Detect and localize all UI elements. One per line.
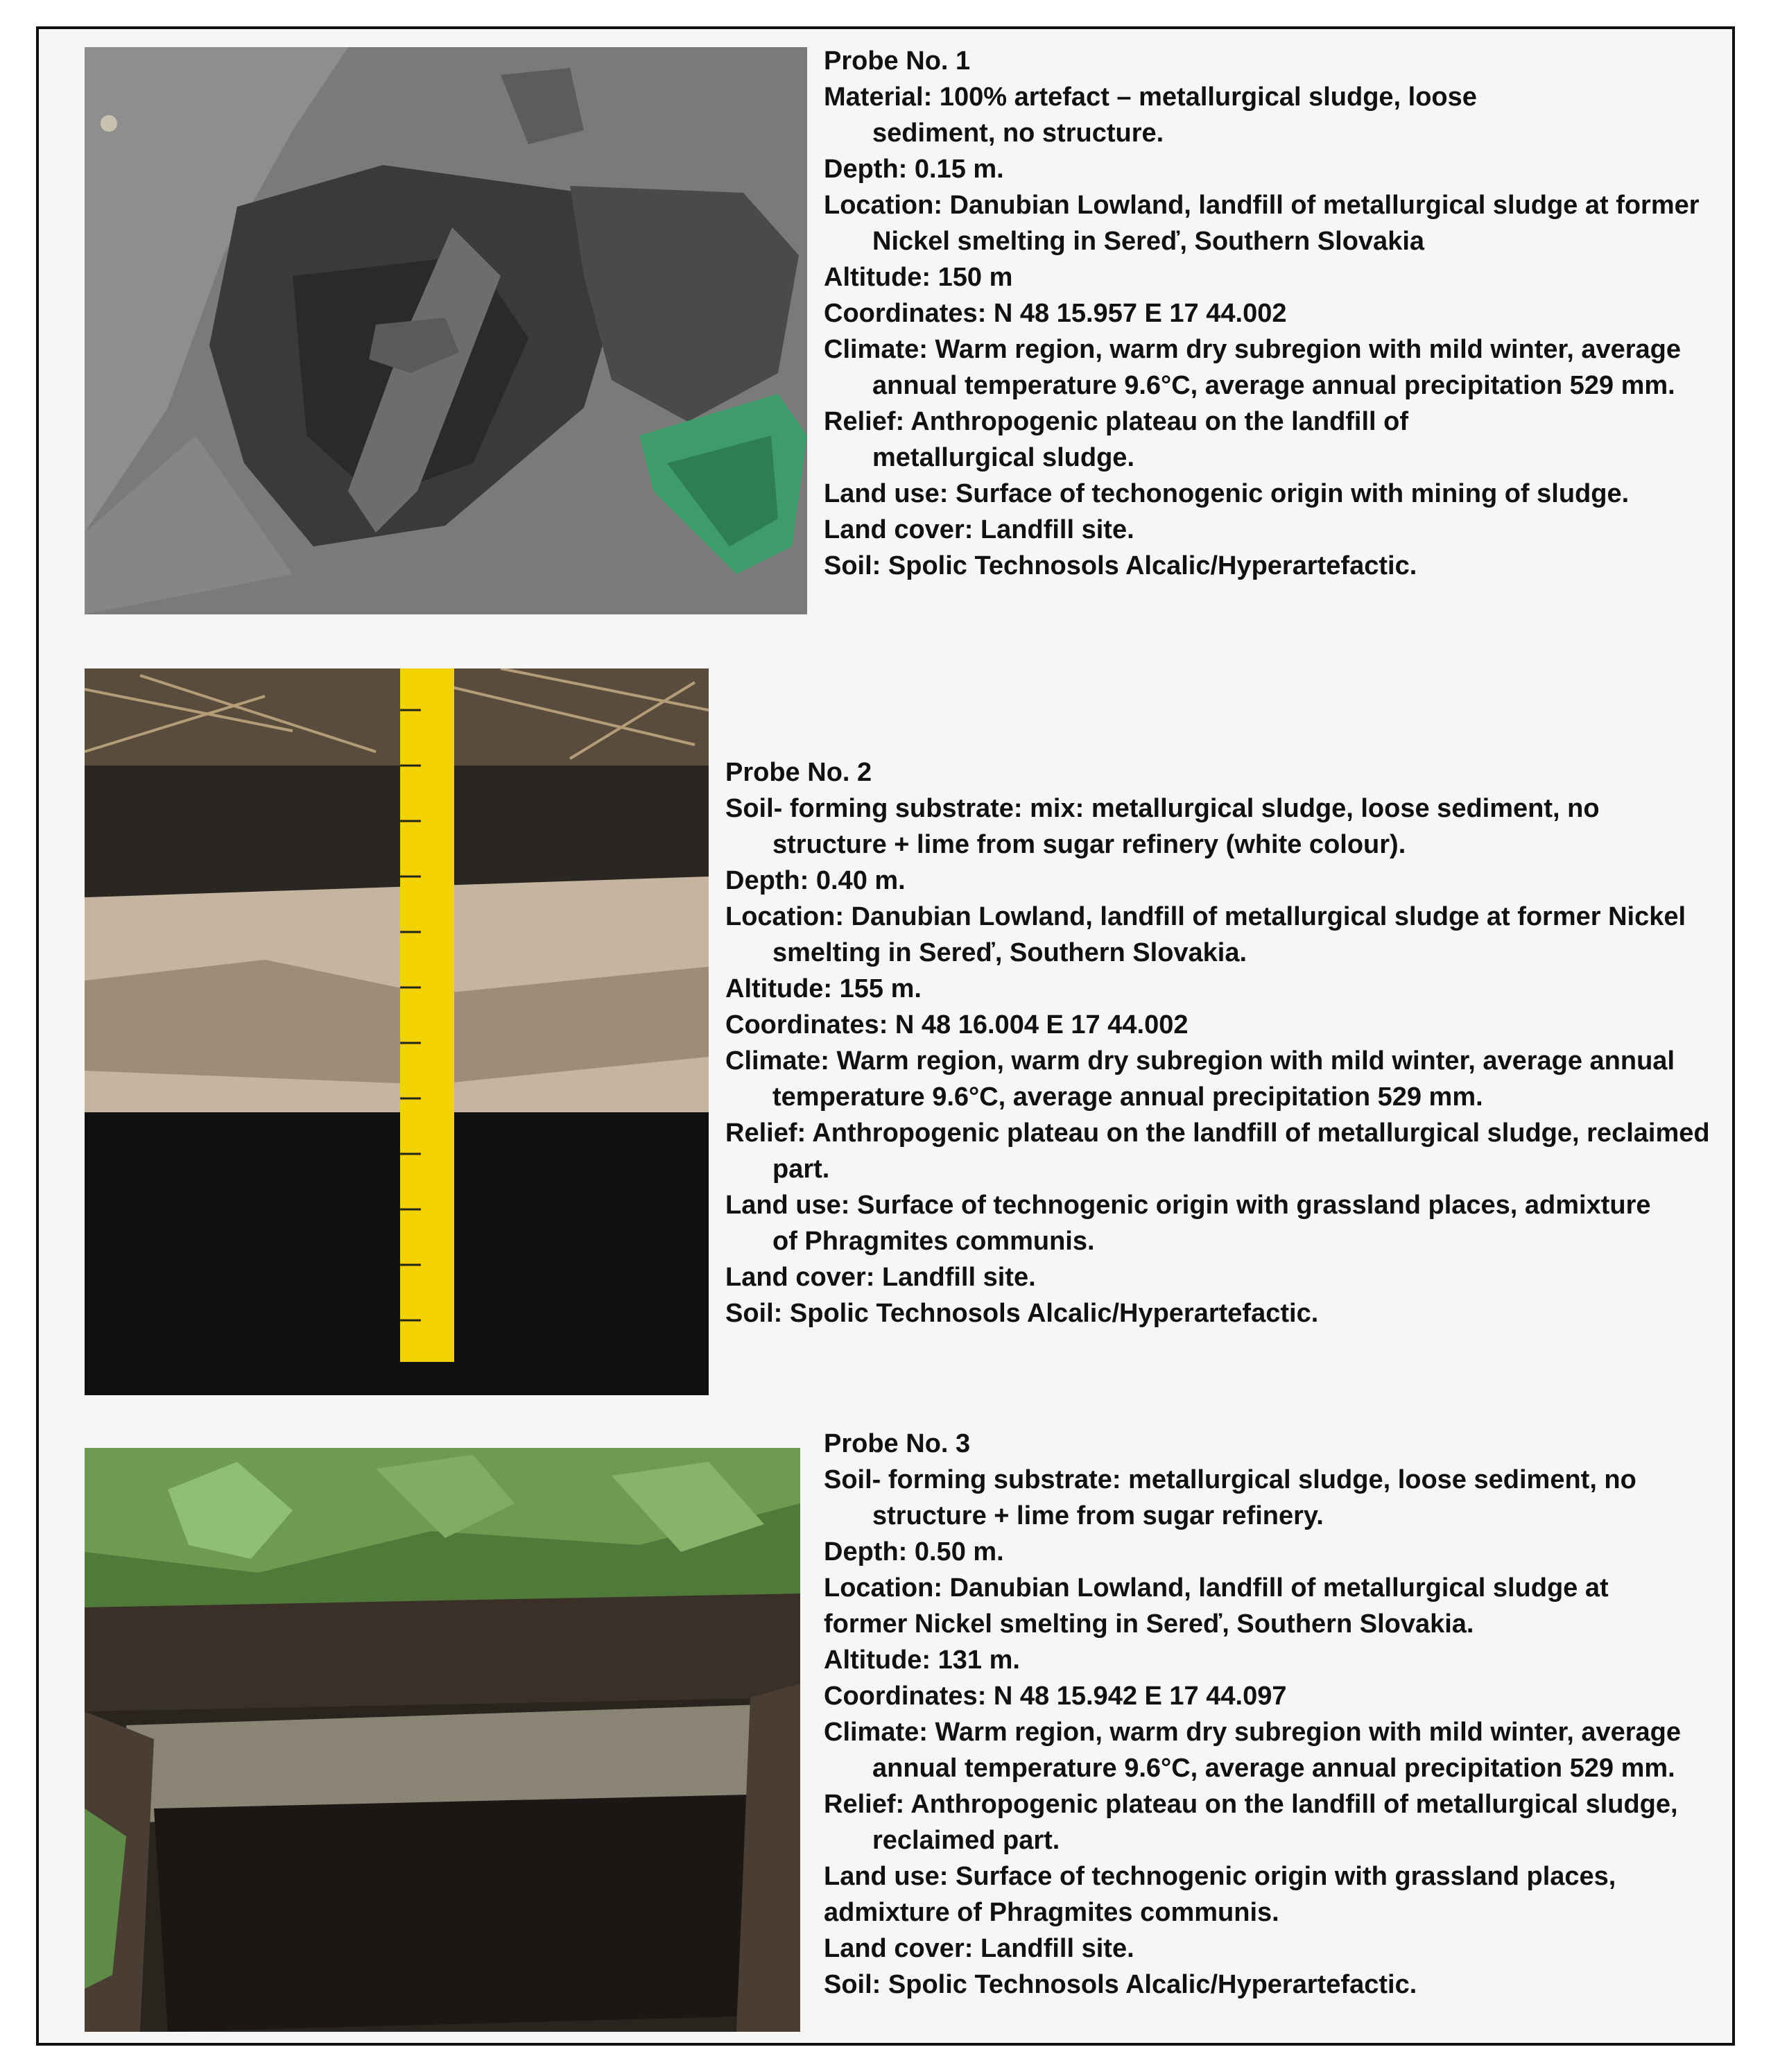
probe-3-climate: Climate: Warm region, warm dry subregion with mild winter, average annual temperature 9.6°C, average annual precipitation 529 mm. — [824, 1718, 1681, 1783]
probe-1-land-use: Land use: Surface of techonogenic origin with mining of sludge. — [824, 479, 1630, 508]
probe-1-description — [824, 43, 1718, 584]
probe-2-location: Location: Danubian Lowland, landfill of metallurgical sludge at former Nickel smelting in Sereď, Southern Slovakia. — [725, 902, 1686, 967]
probe-1-altitude: Altitude: 150 m — [824, 263, 1013, 292]
probe-1-photo — [85, 47, 807, 614]
probe-3-relief: Relief: Anthropogenic plateau on the landfill of metallurgical sludge, reclaimed part. — [824, 1790, 1678, 1855]
probe-2-climate: Climate: Warm region, warm dry subregion with mild winter, average annual temperature 9.6°C, average annual precipitation 529 mm. — [725, 1046, 1675, 1112]
probe-2-coordinates: Coordinates: N 48 16.004 E 17 44.002 — [725, 1010, 1189, 1039]
probe-2-relief: Relief: Anthropogenic plateau on the landfill of metallurgical sludge, reclaimed part. — [725, 1119, 1710, 1184]
probe-2-description — [725, 754, 1724, 1331]
probe-3-coordinates: Coordinates: N 48 15.942 E 17 44.097 — [824, 1682, 1287, 1711]
probe-3-land-cover: Land cover: Landfill site. — [824, 1934, 1134, 1963]
probe-2-depth: Depth: 0.40 m. — [725, 866, 906, 895]
figure-frame — [36, 26, 1735, 2046]
probe-3-land-use: Land use: Surface of technogenic origin with grassland places, admixture of Phragmites communis. — [824, 1862, 1616, 1927]
probe-1-location: Location: Danubian Lowland, landfill of metallurgical sludge at former Nickel smelting in Sereď, Southern Slovakia — [824, 191, 1700, 256]
probe-3-soil: Soil: Spolic Technosols Alcalic/Hyperartefactic. — [824, 1970, 1417, 1999]
probe-2-soil: Soil: Spolic Technosols Alcalic/Hyperartefactic. — [725, 1299, 1319, 1328]
probe-1-coordinates: Coordinates: N 48 15.957 E 17 44.002 — [824, 299, 1287, 328]
probe-1-material: Material: 100% artefact – metallurgical sludge, loose sediment, no structure. — [824, 83, 1477, 148]
probe-3-depth: Depth: 0.50 m. — [824, 1537, 1004, 1566]
probe-1-soil: Soil: Spolic Technosols Alcalic/Hyperartefactic. — [824, 551, 1417, 580]
probe-3-substrate: Soil- forming substrate: metallurgical sludge, loose sediment, no structure + lime from sugar refinery. — [824, 1465, 1636, 1530]
probe-3-location: Location: Danubian Lowland, landfill of metallurgical sludge at former Nickel smelting in Sereď, Southern Slovakia. — [824, 1573, 1609, 1639]
probe-1-relief: Relief: Anthropogenic plateau on the landfill of metallurgical sludge. — [824, 407, 1409, 472]
probe-1-land-cover: Land cover: Landfill site. — [824, 515, 1134, 544]
probe-3-description — [824, 1426, 1725, 2003]
probe-2-land-cover: Land cover: Landfill site. — [725, 1263, 1036, 1292]
probe-3-altitude: Altitude: 131 m. — [824, 1646, 1020, 1675]
probe-3-photo — [85, 1448, 800, 2032]
probe-1-title: Probe No. 1 — [824, 46, 971, 76]
probe-1-climate: Climate: Warm region, warm dry subregion with mild winter, average annual temperature 9.6°C, average annual precipitation 529 mm. — [824, 335, 1681, 400]
probe-2-photo — [85, 668, 709, 1395]
probe-2-substrate: Soil- forming substrate: mix: metallurgical sludge, loose sediment, no structure + lime from sugar refinery (white colour). — [725, 794, 1600, 859]
probe-2-land-use: Land use: Surface of technogenic origin with grassland places, admixture of Phragmites communis. — [725, 1191, 1651, 1256]
probe-1-depth: Depth: 0.15 m. — [824, 155, 1004, 184]
probe-2-title: Probe No. 2 — [725, 758, 872, 787]
probe-3-title: Probe No. 3 — [824, 1429, 971, 1458]
probe-2-altitude: Altitude: 155 m. — [725, 974, 922, 1003]
